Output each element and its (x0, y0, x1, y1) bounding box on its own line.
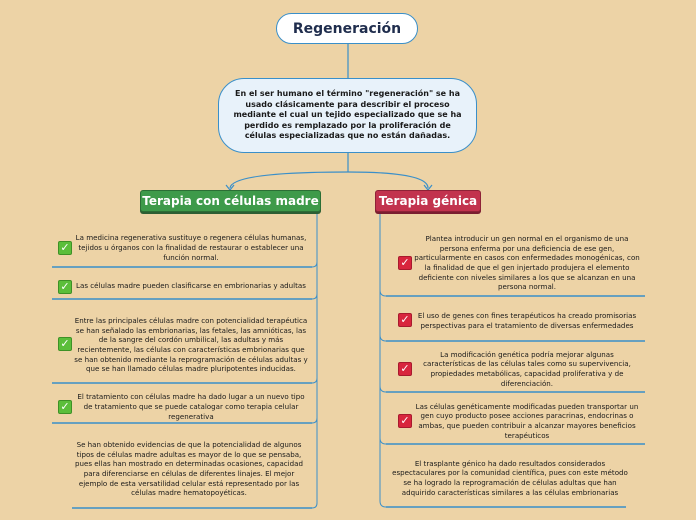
right-item-3[interactable]: La modificación genética podría mejorar algunas características de las células tales como su supervivencia, propiedades metabólicas, capacidad proliferativa y de diferenciación. (423, 349, 631, 388)
right-connector-3 (380, 213, 386, 392)
left-item-2[interactable]: Las células madre pueden clasificarse en embrionarias y adultas (76, 281, 306, 291)
left-item-5[interactable]: Se han obtenido evidencias de que la potencialidad de algunos tipos de células madre adultas es mayor de lo que se pensaba, pues ellas han mostrado en determinadas ocasiones, capacidad para diferenciarse en células de diferentes linajes. El mejor ejemplo de esta versatilidad celular está representado por las células madre hematopoyéticas. (74, 439, 304, 498)
left-item-3[interactable]: Entre las principales células madre con potencialidad terapéutica se han señalado las embrionarias, las fetales, las amnióticas, las de la sangre del cordón umbilical, las adultas y más recientemente, las células con características embrionarias que se han obtenido mediante la reprogramación de células adultas y que se han llamado células madre pluripotentes inducidas. (74, 315, 308, 374)
left-connector-5 (312, 213, 317, 508)
connector-to-right-branch (348, 172, 428, 188)
definition-topic[interactable]: En el ser humano el término "regeneración" se ha usado clásicamente para describir el proceso mediante el cual un tejido especializado que se ha perdido es remplazado por la proliferación de células especializadas que no están dañadas. (218, 78, 477, 153)
check-red-icon: ✓ (398, 313, 412, 327)
check-red-icon: ✓ (398, 362, 412, 376)
check-green-icon: ✓ (58, 280, 72, 294)
right-connector-1 (380, 213, 386, 296)
left-item-4[interactable]: El tratamiento con células madre ha dado lugar a un nuevo tipo de tratamiento que se puede catalogar como terapia celular regenerativa (77, 392, 305, 421)
left-connector-4 (312, 213, 317, 423)
right-item-1[interactable]: Plantea introducir un gen normal en el organismo de una persona enferma por una deficiencia de ese gen, particularmente en casos con enfermedades monogénicas, con la finalidad de que el gen injertado produjera el elemento deficiente con niveles similares a los que se alcanzan en una persona normal. (414, 233, 640, 292)
root-topic[interactable]: Regeneración (276, 13, 418, 44)
right-item-5[interactable]: El trasplante génico ha dado resultados considerados espectaculares por la comunidad científica, pues con este método se ha logrado la reprogramación de células adultas que han adquirido características similares a las células embrionarias (392, 458, 628, 497)
left-item-1[interactable]: La medicina regenerativa sustituye o regenera células humanas, tejidos u órganos con la finalidad de restaurar o establecer una función normal. (75, 233, 307, 262)
right-item-2[interactable]: El uso de genes con fines terapéuticos ha creado promisorias perspectivas para el tratamiento de diversas enfermedades (417, 311, 637, 330)
branch-stem-cell-therapy[interactable]: Terapia con células madre (140, 190, 321, 212)
check-green-icon: ✓ (58, 241, 72, 255)
check-green-icon: ✓ (58, 337, 72, 351)
check-green-icon: ✓ (58, 400, 72, 414)
check-red-icon: ✓ (398, 256, 412, 270)
branch-gene-therapy[interactable]: Terapia génica (375, 190, 481, 212)
right-connector-5 (380, 213, 386, 507)
connector-to-left-branch (230, 172, 348, 188)
right-item-4[interactable]: Las células genéticamente modificadas pueden transportar un gen cuyo producto posee acciones paracrinas, endocrinas o ambas, que pueden contribuir a alcanzar mayores beneficios terapéuticos (415, 401, 639, 440)
right-connector-4 (380, 213, 386, 444)
right-connector-2 (380, 213, 386, 341)
check-red-icon: ✓ (398, 414, 412, 428)
left-connector-2 (312, 213, 317, 299)
left-connector-1 (312, 213, 317, 267)
